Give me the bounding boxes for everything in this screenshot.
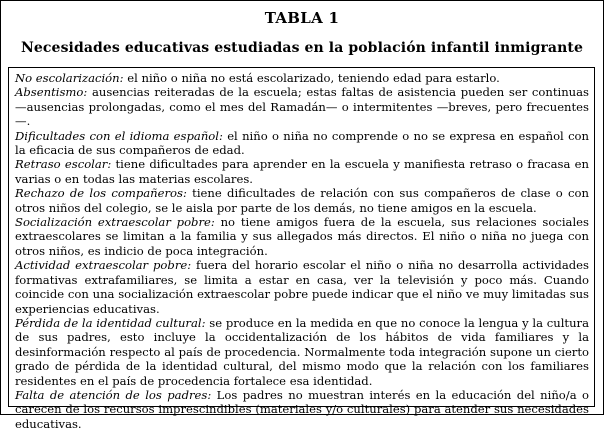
- entry-retraso-escolar: [15, 157, 589, 186]
- entry-description: Los padres no muestran interés en la educación del niño/a o carecen de los recursos imprescindibles (materiales y/o culturales) para atender sus necesidades educativas.: [15, 387, 589, 431]
- entry-term: Rechazo de los compañeros:: [15, 186, 187, 201]
- table-title: Necesidades educativas estudiadas en la población infantil inmigrante: [21, 40, 583, 56]
- entry-absentismo: [15, 85, 589, 128]
- entry-term: No escolarización:: [15, 71, 124, 85]
- entry-term: Socialización extraescolar pobre:: [15, 215, 215, 230]
- entry-description: tiene dificultades de relación con sus compañeros de clase o con otros niños del colegio, se le aisla por parte de los demás, no tiene amigos en la escuela.: [15, 186, 589, 215]
- entry-term: Pérdida de la identidad cultural:: [15, 315, 206, 330]
- entry-description: fuera del horario escolar el niño o niña no desarrolla actividades formativas extrafamiliares, se limita a estar en casa, ver la televisión y poco más. Cuando coincide con una socialización extraescolar pobre puede indicar que el niño ve muy limitadas sus experiencias educativas.: [15, 258, 589, 316]
- entry-falta-atencion-padres: [15, 388, 589, 431]
- table-label: TABLA 1: [264, 9, 340, 27]
- entry-dificultades-idioma: [15, 129, 589, 158]
- entry-term: Absentismo:: [15, 85, 88, 100]
- entry-description: ausencias reiteradas de la escuela; estas faltas de asistencia pueden ser continuas —ausencias prolongadas, como el mes del Ramadán— o intermitentes —breves, pero frecuentes—.: [15, 85, 589, 129]
- entry-description: no tiene amigos fuera de la escuela, sus relaciones sociales extraescolares se limitan a la familia y sus allegados más directos. El niño o niña no juega con otros niños, es indicio de poca integración.: [15, 215, 589, 258]
- entry-description: se produce en la medida en que no conoce la lengua y la cultura de sus padres, esto incluye la occidentalización de los hábitos de vida familiares y la desinformación respecto al país de procedencia. Normalmente toda integración supone un cierto grado de pérdida de la identidad cultural, del mismo modo que la relación con los familiares residentes en el país de procedencia fortalece esa identidad.: [15, 315, 589, 388]
- entry-no-escolarizacion: [15, 71, 589, 85]
- entry-socializacion-extraescolar: [15, 215, 589, 258]
- entry-actividad-extraescolar: [15, 258, 589, 316]
- entry-perdida-identidad: [15, 316, 589, 388]
- entry-description: el niño o niña no comprende o no se expresa en español con la eficacia de sus compañeros de edad.: [15, 128, 590, 158]
- entry-term: Dificultades con el idioma español:: [15, 128, 223, 143]
- entry-description: tiene dificultades para aprender en la escuela y manifiesta retraso o fracasa en varias o en todas las materias escolares.: [15, 157, 590, 186]
- entry-description: el niño o niña no está escolarizado, teniendo edad para estarlo.: [123, 71, 500, 85]
- entry-term: Actividad extraescolar pobre:: [15, 258, 192, 273]
- entry-term: Falta de atención de los padres:: [15, 387, 212, 402]
- entry-term: Retraso escolar:: [15, 157, 112, 172]
- table-body-box: [8, 67, 595, 431]
- entry-rechazo-companeros: [15, 186, 589, 215]
